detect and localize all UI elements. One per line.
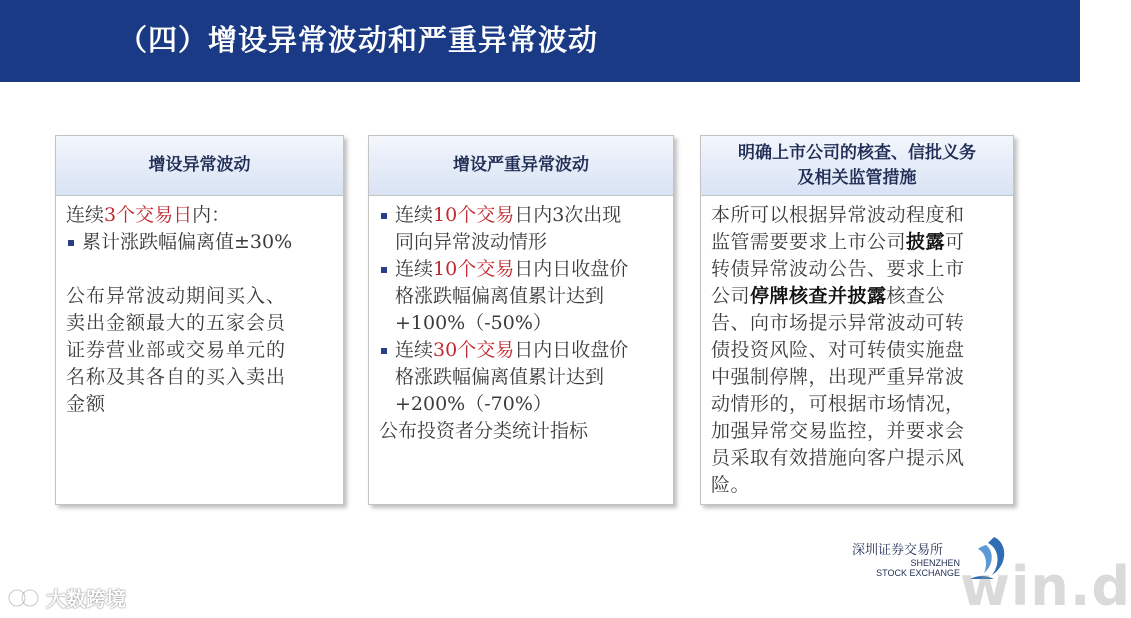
text: 公司 [711,285,751,307]
text: +200%（-70%） [395,393,552,415]
card-title: 增设异常波动 [148,155,251,175]
card-abnormal-fluctuation [55,135,344,505]
para-line: 债投资风险、对可转债实施盘 [711,339,965,361]
bold-text: 披露 [906,231,946,253]
text: 连续 [66,204,105,226]
para-line: 险。 [711,474,751,496]
bullet-text: 累计涨跌幅偏离值±30% [82,231,293,253]
para-line: 证券营业部或交易单元的 [66,339,287,361]
card-body [711,202,1005,499]
para-line: 转债异常波动公告、要求上市 [711,258,965,280]
text: 日内日收盘价 [514,258,629,280]
text: 监管需要要求上市公司 [711,231,907,253]
title-line: 明确上市公司的核查、信批义务 [738,142,976,163]
footer-text: 公布投资者分类统计指标 [379,420,589,442]
text: 连续 [395,258,434,280]
bullet-icon [381,348,387,354]
watermark-text: 大数跨境 [46,587,126,611]
para-line: 员采取有效措施向客户提示风 [711,447,965,469]
logo-name-cn: 深圳证券交易所 [852,543,944,558]
card-header [701,136,1013,196]
highlight-text: 30个交易 [433,339,515,361]
bold-text: 停牌核查并披露 [750,285,887,307]
text: 连续 [395,339,434,361]
text: 可 [945,231,965,253]
highlight-text: 10个交易 [433,204,515,226]
highlight-text: 10个交易 [433,258,515,280]
para-line [711,229,1005,256]
bullet-icon [68,240,74,246]
list-item [66,229,335,256]
card-title [738,141,976,191]
card-severe-abnormal-fluctuation [368,135,674,505]
highlight-text: 3个交易日 [104,204,193,226]
text: 日内日收盘价 [514,339,629,361]
para-line: 动情形的，可根据市场情况， [711,393,965,415]
text: 格涨跌幅偏离值累计达到 [395,366,605,388]
para-line: 名称及其各自的买入卖出 [66,366,287,388]
list-item [379,202,665,256]
text: +100%（-50%） [395,312,552,334]
card-title: 增设严重异常波动 [453,155,589,175]
card-body [379,202,665,445]
card-disclosure-obligations [700,135,1014,505]
text: 同向异常波动情形 [395,231,548,253]
title-banner [0,0,1080,82]
para-line: 中强制停牌，出现严重异常波 [711,366,965,388]
para-line: 告、向市场提示异常波动可转 [711,312,965,334]
text: 核查公 [886,285,946,307]
para-line [711,283,1005,310]
source-watermark [8,583,126,612]
text: 日内3次出现 [514,204,622,226]
text: 连续 [395,204,434,226]
text: 内： [192,204,231,226]
para-line: 加强异常交易监控，并要求会 [711,420,965,442]
logo-name-en-line: SHENZHEN [910,558,960,568]
list-item [379,256,665,337]
page-title: （四）增设异常波动和严重异常波动 [118,23,599,57]
title-line: 及相关监管措施 [797,167,917,188]
watermark-logo-icon [8,587,42,609]
bullet-icon [381,213,387,219]
list-item [379,337,665,418]
intro-line [66,202,335,229]
card-header [369,136,673,196]
bullet-icon [381,267,387,273]
text: 格涨跌幅偏离值累计达到 [395,285,605,307]
para-line: 本所可以根据异常波动程度和 [711,204,965,226]
card-body [66,202,335,418]
logo-name-en-line: STOCK EXCHANGE [876,568,960,578]
para-line: 公布异常波动期间买入、 [66,285,287,307]
wind-watermark: win.d [960,555,1131,618]
card-header [56,136,343,196]
logo-name-en [852,558,960,578]
para-line: 卖出金额最大的五家会员 [66,312,287,334]
para-line: 金额 [66,393,107,415]
